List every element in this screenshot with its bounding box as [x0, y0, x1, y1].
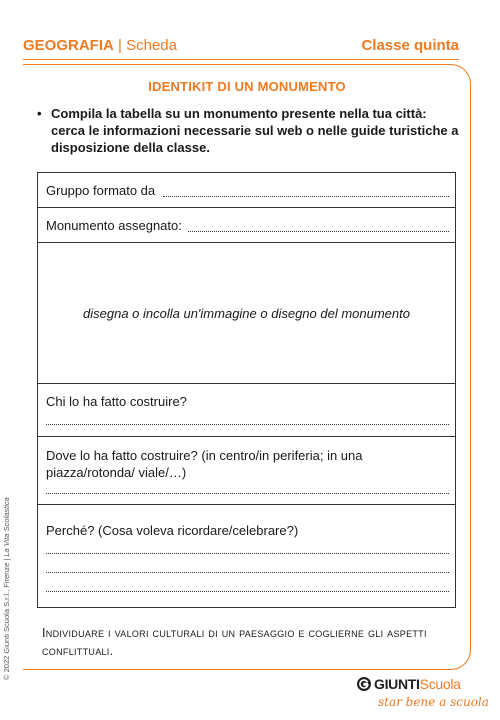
header-separator: |	[118, 37, 122, 54]
who-label: Chi lo ha fatto costruire?	[46, 394, 187, 409]
copyright-main: © 2022 Giunti Scuola S.r.l., Firenze |	[2, 556, 11, 680]
where-label: Dove lo ha fatto costruire? (in centro/in periferia; in una piazza/rotonda/ viale/…)	[46, 448, 363, 480]
brand-tagline: star bene a scuola	[378, 695, 489, 709]
where-row	[38, 437, 455, 505]
instruction-text: Compila la tabella su un monumento presente nella tua città: cerca le informazioni necessarie sul web o nelle guide turistiche a disposizione della classe.	[51, 106, 459, 155]
grade-label: Classe quinta	[361, 37, 459, 54]
monument-row	[38, 208, 455, 243]
header-divider	[23, 59, 459, 60]
group-row	[38, 173, 455, 208]
page-title: IDENTIKIT DI UN MONUMENTO	[148, 79, 346, 94]
group-input-line[interactable]	[163, 196, 449, 197]
why-input-line-3[interactable]	[46, 591, 449, 592]
header-subject	[23, 37, 177, 54]
brand-name-b: Scuola	[419, 676, 461, 692]
monument-input-line[interactable]	[188, 231, 449, 232]
brand-name	[374, 676, 461, 692]
objective-first-letter: I	[42, 626, 46, 640]
objective-text: ndividuare i valori culturali di un paesaggio e coglierne gli aspetti conflittuali.	[42, 626, 427, 658]
why-label: Perché? (Cosa voleva ricordare/celebrare?)	[46, 523, 299, 538]
who-row	[38, 384, 455, 437]
bullet-icon: •	[37, 106, 42, 121]
group-label: Gruppo formato da	[46, 183, 156, 198]
copyright-publication: La Vita Scolastica	[2, 497, 11, 557]
giunti-g-icon	[356, 676, 372, 692]
instruction	[37, 105, 462, 156]
where-input-line[interactable]	[46, 493, 449, 494]
image-hint: disegna o incolla un'immagine o disegno del monumento	[83, 306, 410, 321]
image-area[interactable]	[38, 243, 455, 384]
subject-label: GEOGRAFIA	[23, 37, 114, 54]
why-row	[38, 505, 455, 609]
monument-label: Monumento assegnato:	[46, 218, 182, 233]
why-input-line-2[interactable]	[46, 572, 449, 573]
why-input-line-1[interactable]	[46, 553, 449, 554]
learning-objective	[42, 624, 462, 660]
copyright-note	[2, 497, 11, 680]
monument-form	[37, 172, 456, 608]
sheet-kind: Scheda	[126, 37, 177, 54]
who-input-line[interactable]	[46, 424, 449, 425]
publisher-logo	[356, 674, 489, 714]
brand-name-a: GIUNTI	[374, 676, 420, 692]
